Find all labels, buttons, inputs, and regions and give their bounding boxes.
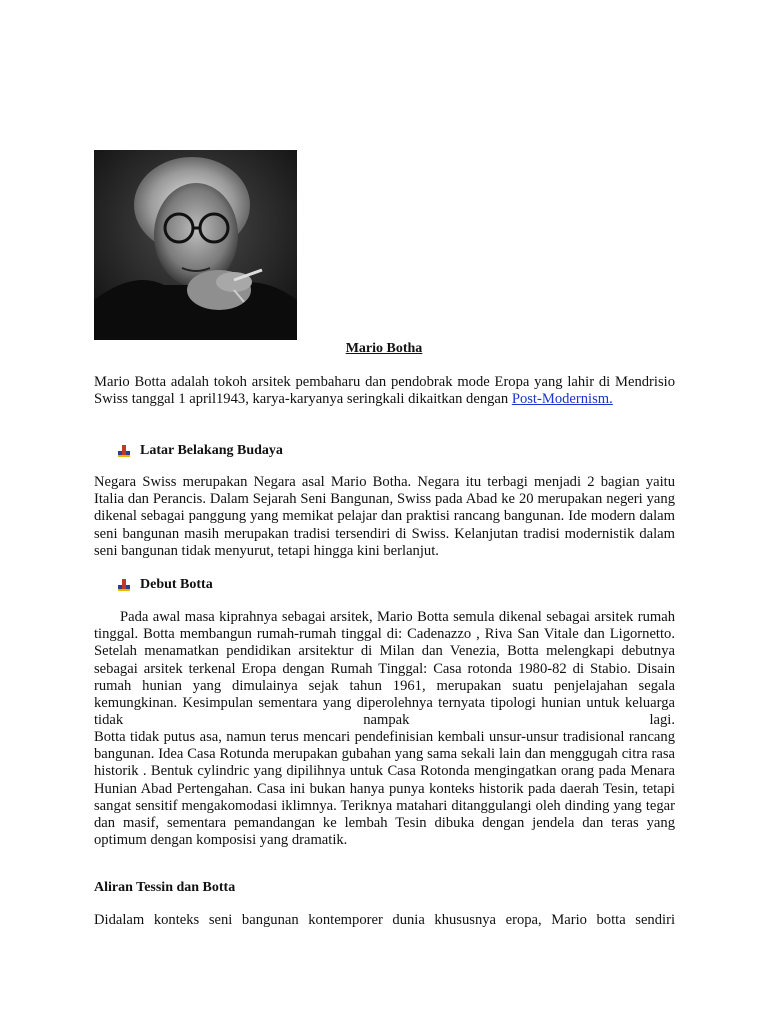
section2-text-2: Botta tidak putus asa, namun terus mencari pendefinisian kembali unsur-unsur tradisional rancang bangunan. Idea Casa Rotunda merupakan gubahan yang sama sekali lain dan menggugah citra rasa historik . Bentuk cylindric yang dipilihnya untuk Casa Rotonda mengingatkan orang pada Menara Hunian Abad Pertengahan. Casa ini bukan hanya punya konteks historik pada daerah Tesin, tetapi sangat sensitif mengakomodasi iklimnya. Teriknya matahari ditanggulangi oleh dinding yang tegar dan masif, sementara pemandangan ke lembah Tesin dibuka dengan jendela dan teras yang optimum dengan komposisi yang dramatik. <box>94 729 675 849</box>
section2-text-1: Pada awal masa kiprahnya sebagai arsitek, Mario Botta semula dikenal sebagai arsitek rumah tinggal. Botta membangun rumah-rumah tinggal di: Cadenazzo , Riva San Vitale dan Ligornetto. Setelah menamatkan pendidikan arsitektur di Milan dan Venezia, Botta melengkapi debutnya sebagai arsitek terkenal Eropa dengan Rumah Tinggal: Casa rotonda 1980-82 di Stabio. Disain rumah hunian yang dimulainya sejak tahun 1961, merupakan suatu penjelajahan segala kemungkinan. Kesimpulan sementara yang diperolehnya ternyata tipologi hunian untuk keluarga tidak nampak lagi. <box>94 609 675 729</box>
intro-text: Mario Botta adalah tokoh arsitek pembaharu dan pendobrak mode Eropa yang lahir di Mendrisio Swiss tanggal 1 april1943, karya-karyanya seringkali dikaitkan dengan <box>94 374 675 408</box>
section2-paragraph-1 <box>94 609 675 729</box>
post-modernism-link[interactable]: Post-Modernism. <box>511 391 613 408</box>
section-heading-text: Aliran Tessin dan Botta <box>94 880 236 895</box>
section-heading-text: Debut Botta <box>140 577 213 592</box>
section3-text: Didalam konteks seni bangunan kontemporer dunia khususnya eropa, Mario botta sendiri <box>94 912 675 928</box>
intro-paragraph <box>94 374 675 408</box>
section2-paragraph-2 <box>94 729 675 849</box>
portrait-icon <box>94 150 297 340</box>
title-text: Mario Botha <box>345 341 423 356</box>
arrow-bullet-icon <box>116 577 132 593</box>
section1-paragraph <box>94 474 675 560</box>
section-heading-aliran-tessin <box>94 879 235 897</box>
page-title <box>0 340 768 358</box>
section-heading-debut-botta <box>116 576 213 594</box>
section-heading-latar-belakang <box>116 442 283 460</box>
portrait-photo <box>94 150 297 340</box>
section-heading-text: Latar Belakang Budaya <box>140 443 283 458</box>
arrow-bullet-icon <box>116 443 132 459</box>
section1-text: Negara Swiss merupakan Negara asal Mario Botha. Negara itu terbagi menjadi 2 bagian yaitu Italia dan Perancis. Dalam Sejarah Seni Bangunan, Swiss pada Abad ke 20 merupakan negeri yang dikenal sebagai panggung yang memikat pelajar dan praktisi rancang bangunan. Ide modern dalam seni bangunan masih merupakan tradisi tersendiri di Swiss. Kelanjutan tradisi modernistik dalam seni bangunan tidak menyurut, tetapi hingga kini berlanjut. <box>94 474 675 559</box>
section3-paragraph <box>94 912 675 929</box>
